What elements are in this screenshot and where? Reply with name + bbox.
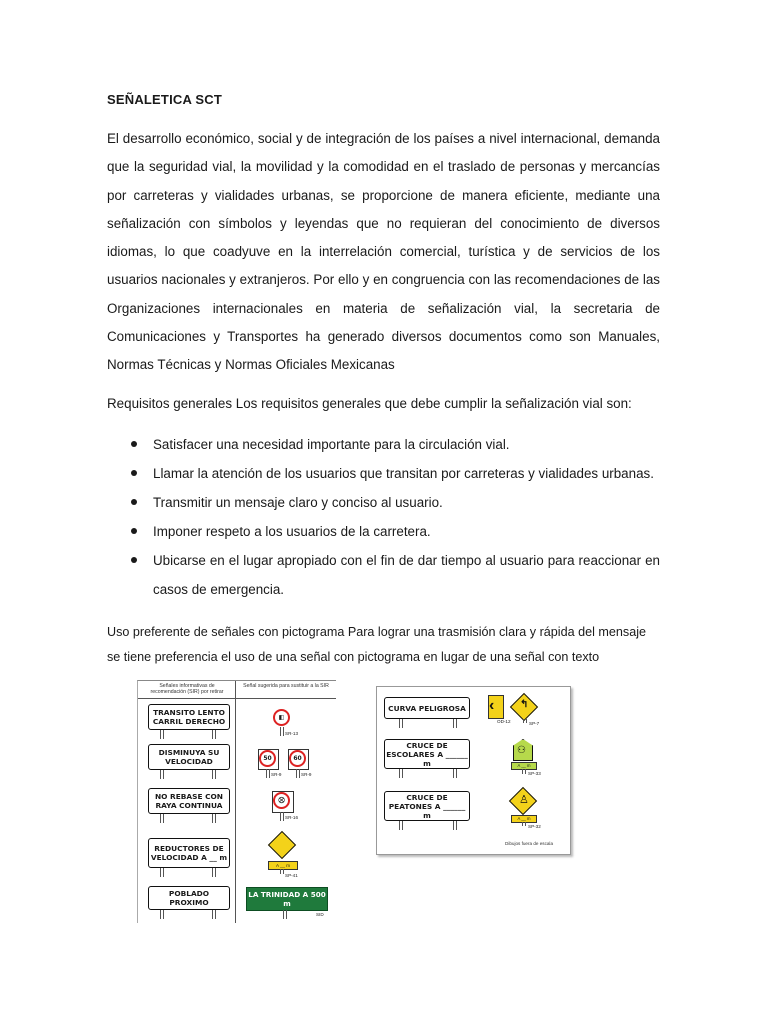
sign-post — [296, 769, 300, 778]
sign-post — [160, 868, 164, 877]
sign-post — [453, 821, 457, 830]
text-sign: TRANSITO LENTO CARRIL DERECHO — [148, 704, 230, 730]
destination-sign: LA TRINIDAD A 500 m — [246, 887, 328, 911]
sign-code: SR-13 — [285, 731, 299, 736]
sign-post — [522, 769, 526, 774]
pictogram-paragraph: Uso preferente de señales con pictograma Para lograr una trasmisión clara y rápida del mensaje se tiene preferencia el uso de una señal con pictograma en lugar de una señal con texto — [107, 625, 647, 664]
bullet-icon — [131, 528, 137, 534]
text-sign: POBLADO PROXIMO — [148, 886, 230, 910]
distance-plate: A __ m — [511, 762, 537, 770]
speed-limit-sign: 60 — [289, 750, 306, 767]
sign-code: SR-16 — [285, 815, 299, 820]
text-sign: REDUCTORES DE VELOCIDAD A __ m — [148, 838, 230, 868]
pictogram-comparison-figure — [376, 686, 571, 855]
children-icon: ⚇ — [517, 745, 526, 756]
sign-code: SP-41 — [285, 873, 298, 878]
bullet-icon — [131, 470, 137, 476]
sign-post — [160, 814, 164, 823]
sign-code: SP-33 — [528, 771, 541, 776]
sign-post — [399, 769, 403, 778]
requirements-heading: Requisitos generales Los requisitos generales que debe cumplir la señalización vial son: — [107, 396, 632, 411]
divider — [138, 698, 336, 699]
text-sign: CRUCE DE ESCOLARES A ______ m — [384, 739, 470, 769]
text-sign: CURVA PELIGROSA — [384, 697, 470, 719]
sign-post — [212, 770, 216, 779]
sign-code: SID — [316, 912, 324, 917]
sign-post — [453, 769, 457, 778]
sign-post — [522, 822, 526, 826]
list-item: Satisfacer una necesidad importante para la circulación vial. — [107, 430, 660, 459]
sign-post — [453, 719, 457, 728]
sign-post — [160, 770, 164, 779]
document-title: SEÑALETICA SCT — [107, 92, 222, 107]
curve-arrow-icon: ↰ — [520, 699, 529, 710]
sign-post — [399, 719, 403, 728]
sign-code: SP-7 — [529, 721, 540, 726]
no-passing-icon: ⛒ — [273, 792, 290, 809]
scale-note: Dibujos fuera de escala — [505, 841, 554, 846]
sign-post — [280, 812, 284, 821]
list-item: Ubicarse en el lugar apropiado con el fin de dar tiempo al usuario para reaccionar en casos de emergencia. — [107, 546, 660, 604]
pedestrian-icon: ♙ — [519, 794, 529, 806]
speed-limit-sign: 50 — [259, 750, 276, 767]
sign-post — [280, 727, 284, 736]
sign-post — [399, 821, 403, 830]
sign-post — [212, 730, 216, 739]
sign-post — [280, 869, 284, 874]
sign-post — [212, 910, 216, 919]
sign-post — [283, 910, 287, 919]
bullet-icon — [131, 441, 137, 447]
bullet-icon — [131, 557, 137, 563]
sign-post — [160, 910, 164, 919]
sign-post — [160, 730, 164, 739]
chevron-left-icon: ‹ — [489, 697, 495, 714]
text-sign: NO REBASE CON RAYA CONTINUA — [148, 788, 230, 814]
divider — [235, 681, 236, 923]
requirements-list — [107, 430, 660, 604]
sign-post — [523, 719, 527, 723]
column-header-right: Señal sugerida para sustituir a la SIR — [243, 683, 329, 689]
sign-post — [266, 769, 270, 778]
list-item: Llamar la atención de los usuarios que transitan por carreteras y vialidades urbanas. — [107, 459, 660, 488]
sign-replacement-figure — [137, 680, 336, 923]
no-overtaking-icon: ◧ — [273, 709, 290, 726]
list-item: Imponer respeto a los usuarios de la carretera. — [107, 517, 660, 546]
text-sign: CRUCE DE PEATONES A ______ m — [384, 791, 470, 821]
sign-post — [212, 868, 216, 877]
sign-code: OD-12 — [497, 719, 511, 724]
list-item: Transmitir un mensaje claro y conciso al usuario. — [107, 488, 660, 517]
text-sign: DISMINUYA SU VELOCIDAD — [148, 744, 230, 770]
sign-code: SR-9 — [271, 772, 282, 777]
sign-post — [212, 814, 216, 823]
distance-plate: A __ m — [511, 815, 537, 823]
sign-code: SR-9 — [301, 772, 312, 777]
sign-code: SP-32 — [528, 824, 541, 829]
column-header-left: Señales informativas de recomendación (SIR) por retirar — [150, 683, 224, 695]
bullet-icon — [131, 499, 137, 505]
distance-plate: A __ m — [268, 861, 298, 870]
intro-paragraph: El desarrollo económico, social y de integración de los países a nivel internacional, demanda que la seguridad vial, la movilidad y la comodidad en el traslado de personas y mercancías por carreteras y vialidades urbanas, se proporcione de manera eficiente, mediante una señalización con símbolos y leyendas que no requieran del conocimiento de diversos idiomas, lo que coadyuve en la interrelación comercial, turística y de servicios de los usuarios nacionales y extranjeros. Por ello y en congruencia con las recomendaciones de las Organizaciones internacionales en materia de señalización vial, la secretaria de Comunicaciones y Transportes ha generado diversos documentos como son Manuales, Normas Técnicas y Normas Oficiales Mexicanas — [107, 131, 660, 373]
speed-bump-warning-icon — [268, 831, 296, 859]
